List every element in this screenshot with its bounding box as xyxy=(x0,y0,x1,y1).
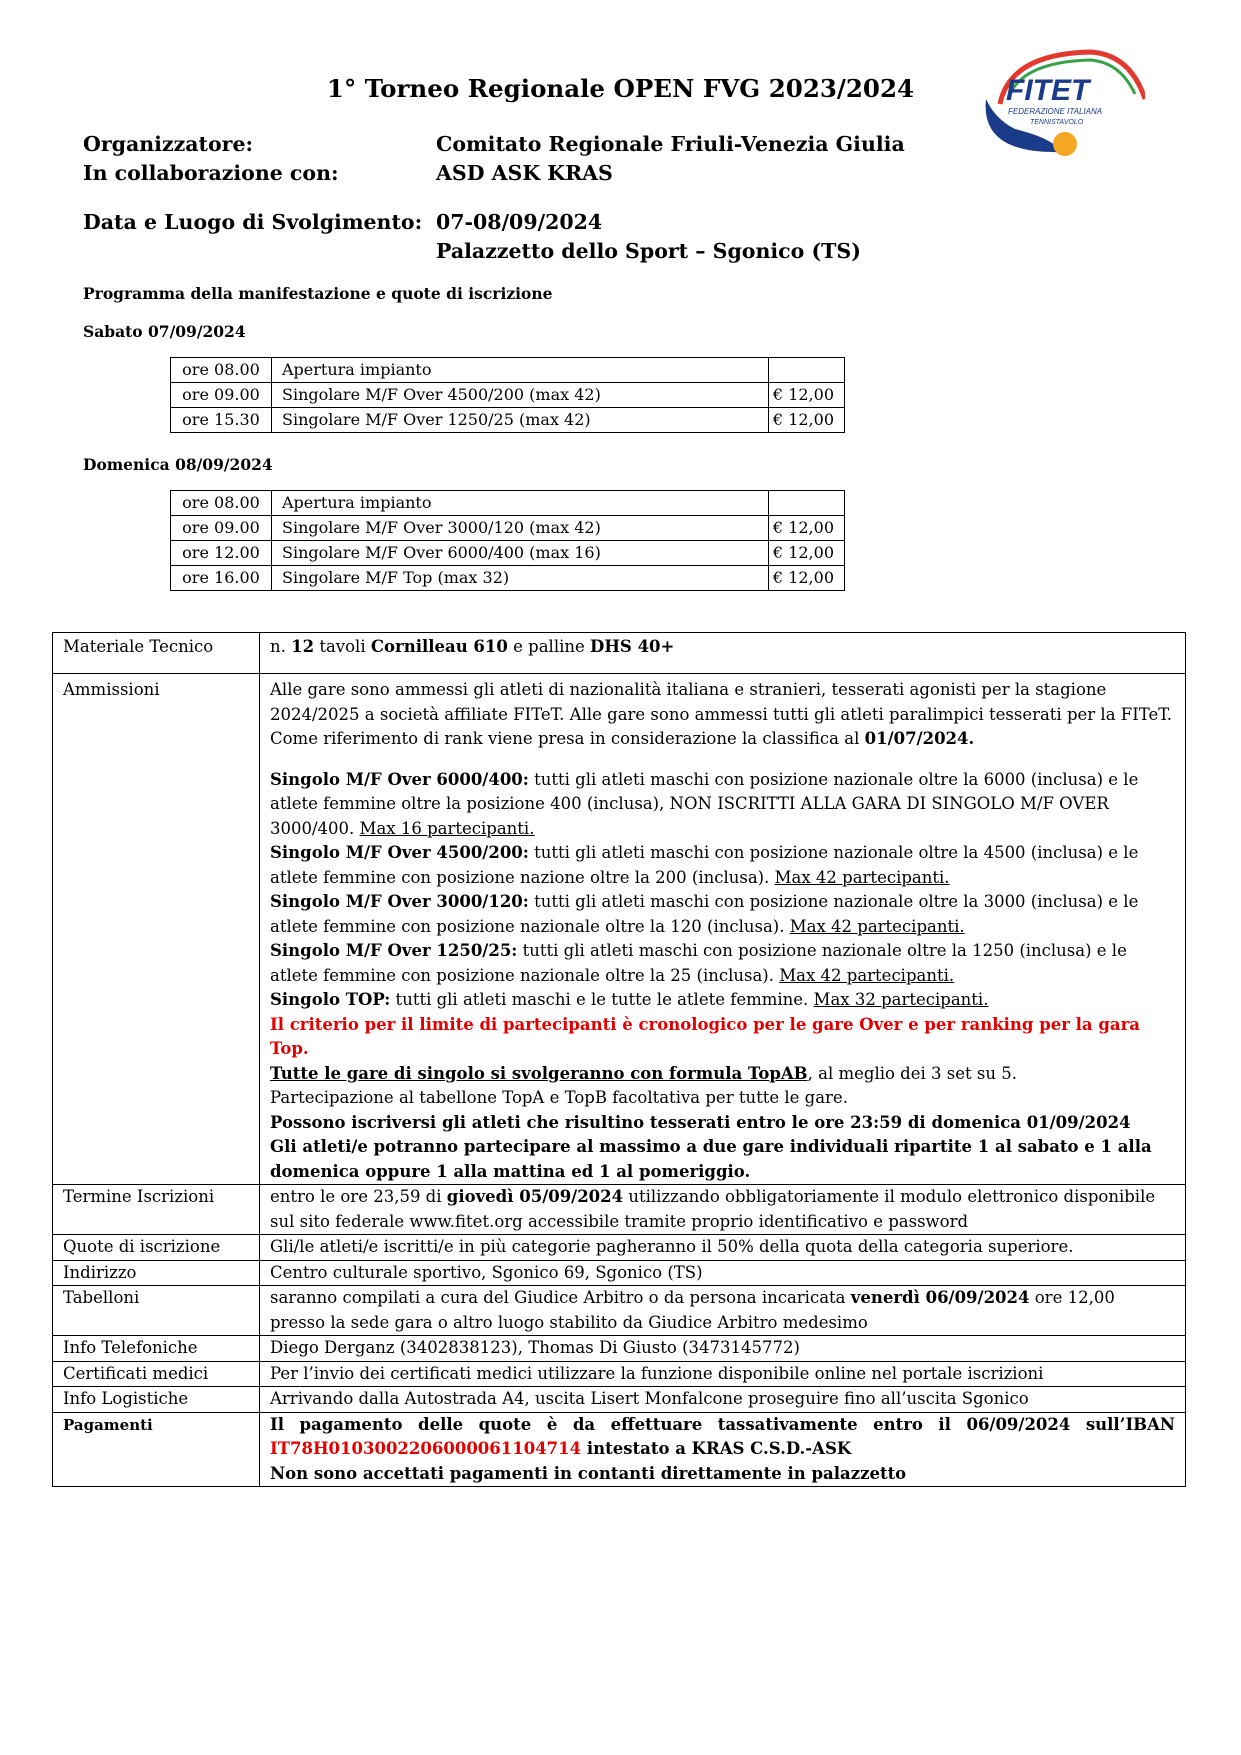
info-value xyxy=(260,1185,1186,1235)
rule-over-3000 xyxy=(270,890,1175,939)
info-label: Indirizzo xyxy=(53,1260,260,1286)
table-brand: Cornilleau 610 xyxy=(370,637,508,656)
rule-title: Singolo M/F Over 6000/400: xyxy=(270,769,529,789)
info-value xyxy=(260,633,1186,674)
iban: IT78H0103002206000061104714 xyxy=(270,1439,582,1458)
schedule-event: Singolare M/F Over 6000/400 (max 16) xyxy=(272,541,769,566)
schedule-event: Apertura impianto xyxy=(272,491,769,516)
info-label: Tabelloni xyxy=(53,1286,260,1336)
schedule-row xyxy=(171,516,845,541)
tesserati-note: Possono iscriversi gli atleti che risultino tesserati entro le ore 23:59 di domenica 01/09/2024 xyxy=(270,1112,1131,1132)
schedule-row xyxy=(171,383,845,408)
collab-value: ASD ASK KRAS xyxy=(436,161,613,185)
schedule-row xyxy=(171,491,845,516)
info-value: Arrivando dalla Autostrada A4, uscita Lisert Monfalcone proseguire fino all’uscita Sgonico xyxy=(260,1387,1186,1413)
text: intestato a KRAS C.S.D.-ASK xyxy=(581,1439,852,1458)
saturday-schedule-table xyxy=(170,357,845,433)
info-value: Diego Derganz (3402838123), Thomas Di Giusto (3473145772) xyxy=(260,1336,1186,1362)
payment-iban-line xyxy=(270,1437,1175,1462)
fitet-logo-graphic xyxy=(980,44,1145,164)
logo-subtext-1: FEDERAZIONE ITALIANA xyxy=(1008,107,1103,116)
collab-label: In collaborazione con: xyxy=(83,161,339,185)
info-row-quote xyxy=(53,1235,1186,1261)
info-value xyxy=(260,674,1186,1185)
info-label: Ammissioni xyxy=(53,674,260,1185)
text: utilizzando obbligatoriamente il modulo elettronico disponibile sul sito federale www.fitet.org accessibile tramite proprio identificativo e password xyxy=(270,1187,1156,1231)
info-label: Materiale Tecnico xyxy=(53,633,260,674)
info-value: Gli/le atleti/e iscritti/e in più categorie pagheranno il 50% della quota della categoria superiore. xyxy=(260,1235,1186,1261)
criterio-note: Il criterio per il limite di partecipanti è cronologico per le gare Over e per ranking per la gara Top. xyxy=(270,1014,1140,1058)
text: ore 12,00 presso la sede gara o altro luogo stabilito da Giudice Arbitro medesimo xyxy=(270,1288,1115,1332)
schedule-event: Singolare M/F Top (max 32) xyxy=(272,566,769,591)
text: tutti gli atleti maschi con posizione nazionale oltre la 1250 (inclusa) e le atlete femmine con posizione nazionale oltre la 25 (inclusa). xyxy=(270,941,1127,985)
schedule-row xyxy=(171,358,845,383)
info-row-ammissioni xyxy=(53,674,1186,1185)
rule-over-4500 xyxy=(270,841,1175,890)
schedule-time: ore 08.00 xyxy=(171,491,272,516)
limite-note: Gli atleti/e potranno partecipare al massimo a due gare individuali ripartite 1 al sabato e 1 alla domenica oppure 1 alla mattina ed 1 al pomeriggio. xyxy=(270,1137,1152,1181)
text: tutti gli atleti maschi con posizione nazionale oltre la 6000 (inclusa) e le atlete femmine oltre la posizione 400 (inclusa), NON ISCRITTI ALLA GARA DI SINGOLO M/F OVER 3000/400. xyxy=(270,769,1139,838)
logo-ball xyxy=(1053,132,1077,156)
schedule-price: € 12,00 xyxy=(769,516,845,541)
schedule-price xyxy=(769,491,845,516)
schedule-price: € 12,00 xyxy=(769,383,845,408)
max-participants: Max 32 partecipanti. xyxy=(813,990,989,1009)
info-row-indirizzo xyxy=(53,1260,1186,1286)
schedule-event: Singolare M/F Over 1250/25 (max 42) xyxy=(272,408,769,433)
saturday-label: Sabato 07/09/2024 xyxy=(83,322,246,341)
rule-top xyxy=(270,988,1175,1013)
text: , al meglio dei 3 set su 5. xyxy=(807,1063,1017,1083)
formula-note xyxy=(270,1062,1175,1087)
schedule-price: € 12,00 xyxy=(769,541,845,566)
text: tutti gli atleti maschi con posizione nazionale oltre la 4500 (inclusa) e le atlete femmine con posizione nazione oltre la 200 (inclusa). xyxy=(270,843,1139,887)
text: n. xyxy=(270,637,292,656)
schedule-row xyxy=(171,566,845,591)
info-label: Info Telefoniche xyxy=(53,1336,260,1362)
place-value: Palazzetto dello Sport – Sgonico (TS) xyxy=(436,239,861,263)
info-row-certificati xyxy=(53,1361,1186,1387)
draw-date: venerdì 06/09/2024 xyxy=(850,1288,1030,1307)
text: entro le ore 23,59 di xyxy=(270,1187,447,1206)
sunday-label: Domenica 08/09/2024 xyxy=(83,455,273,474)
rule-title: Singolo M/F Over 1250/25: xyxy=(270,941,518,960)
payment-line: Il pagamento delle quote è da effettuare tassativamente entro il 06/09/2024 sull’IBAN xyxy=(270,1414,1175,1434)
fitet-logo xyxy=(980,44,1145,164)
schedule-time: ore 08.00 xyxy=(171,358,272,383)
schedule-row xyxy=(171,408,845,433)
info-row-telefono xyxy=(53,1336,1186,1362)
info-row-pagamenti xyxy=(53,1412,1186,1487)
schedule-event: Singolare M/F Over 4500/200 (max 42) xyxy=(272,383,769,408)
schedule-time: ore 09.00 xyxy=(171,516,272,541)
info-value: Per l’invio dei certificati medici utilizzare la funzione disponibile online nel portale iscrizioni xyxy=(260,1361,1186,1387)
text: tutti gli atleti maschi e le tutte le atlete femmine. xyxy=(390,990,814,1009)
text: tavoli xyxy=(314,637,371,656)
rule-title: Singolo M/F Over 4500/200: xyxy=(270,843,529,862)
date-value: 07-08/09/2024 xyxy=(436,210,603,234)
schedule-price xyxy=(769,358,845,383)
info-value xyxy=(260,1286,1186,1336)
table-count: 12 xyxy=(291,637,315,656)
text: Alle gare sono ammessi gli atleti di nazionalità italiana e stranieri, tesserati agonisti per la stagione 2024/2025 a società affiliate FITeT. Alle gare sono ammessi tutti gli atleti paralimpici tesserati per la FITeT. Come riferimento di rank viene presa in considerazione la classifica al xyxy=(270,680,1173,748)
logo-subtext-2: TENNISTAVOLO xyxy=(1030,119,1084,126)
sunday-schedule-table xyxy=(170,490,845,591)
max-participants: Max 42 partecipanti. xyxy=(779,965,955,985)
payment-cash-note: Non sono accettati pagamenti in contanti direttamente in palazzetto xyxy=(270,1463,907,1483)
info-label: Quote di iscrizione xyxy=(53,1235,260,1261)
info-label: Pagamenti xyxy=(53,1412,260,1487)
max-participants: Max 42 partecipanti. xyxy=(774,867,950,887)
info-row-logistiche xyxy=(53,1387,1186,1413)
text: tutti gli atleti maschi con posizione nazionale oltre la 3000 (inclusa) e le atlete femmine con posizione nazionale oltre la 120 (inclusa). xyxy=(270,892,1139,936)
max-participants: Max 16 partecipanti. xyxy=(359,818,535,838)
schedule-time: ore 15.30 xyxy=(171,408,272,433)
organizer-value: Comitato Regionale Friuli-Venezia Giulia xyxy=(436,132,905,156)
schedule-time: ore 09.00 xyxy=(171,383,272,408)
text: saranno compilati a cura del Giudice Arbitro o da persona incaricata xyxy=(270,1288,851,1307)
page-title: 1° Torneo Regionale OPEN FVG 2023/2024 xyxy=(326,74,915,103)
info-row-materiale xyxy=(53,633,1186,674)
schedule-event: Apertura impianto xyxy=(272,358,769,383)
text: e palline xyxy=(507,637,591,656)
info-table xyxy=(52,632,1186,1487)
ammissioni-intro xyxy=(270,678,1175,752)
organizer-label: Organizzatore: xyxy=(83,132,254,156)
rule-title: Singolo TOP: xyxy=(270,990,391,1009)
partecipazione-note: Partecipazione al tabellone TopA e TopB facoltativa per tutte le gare. xyxy=(270,1088,848,1107)
rule-title: Singolo M/F Over 3000/120: xyxy=(270,892,529,911)
schedule-time: ore 16.00 xyxy=(171,566,272,591)
rule-over-6000 xyxy=(270,768,1175,842)
schedule-row xyxy=(171,541,845,566)
logo-text: FITET xyxy=(1006,74,1090,107)
rank-date: 01/07/2024. xyxy=(864,729,975,748)
date-place-label: Data e Luogo di Svolgimento: xyxy=(83,210,423,234)
schedule-event: Singolare M/F Over 3000/120 (max 42) xyxy=(272,516,769,541)
info-row-termine xyxy=(53,1185,1186,1235)
formula-title: Tutte le gare di singolo si svolgeranno con formula TopAB xyxy=(270,1063,808,1083)
schedule-price: € 12,00 xyxy=(769,408,845,433)
program-title: Programma della manifestazione e quote di iscrizione xyxy=(83,284,553,303)
info-label: Termine Iscrizioni xyxy=(53,1185,260,1235)
ball-brand: DHS 40+ xyxy=(590,637,675,656)
rule-over-1250 xyxy=(270,939,1175,988)
info-label: Certificati medici xyxy=(53,1361,260,1387)
info-value xyxy=(260,1412,1186,1487)
info-row-tabelloni xyxy=(53,1286,1186,1336)
info-label: Info Logistiche xyxy=(53,1387,260,1413)
max-participants: Max 42 partecipanti. xyxy=(789,916,965,936)
schedule-price: € 12,00 xyxy=(769,566,845,591)
deadline-date: giovedì 05/09/2024 xyxy=(446,1187,624,1206)
schedule-time: ore 12.00 xyxy=(171,541,272,566)
info-value: Centro culturale sportivo, Sgonico 69, Sgonico (TS) xyxy=(260,1260,1186,1286)
